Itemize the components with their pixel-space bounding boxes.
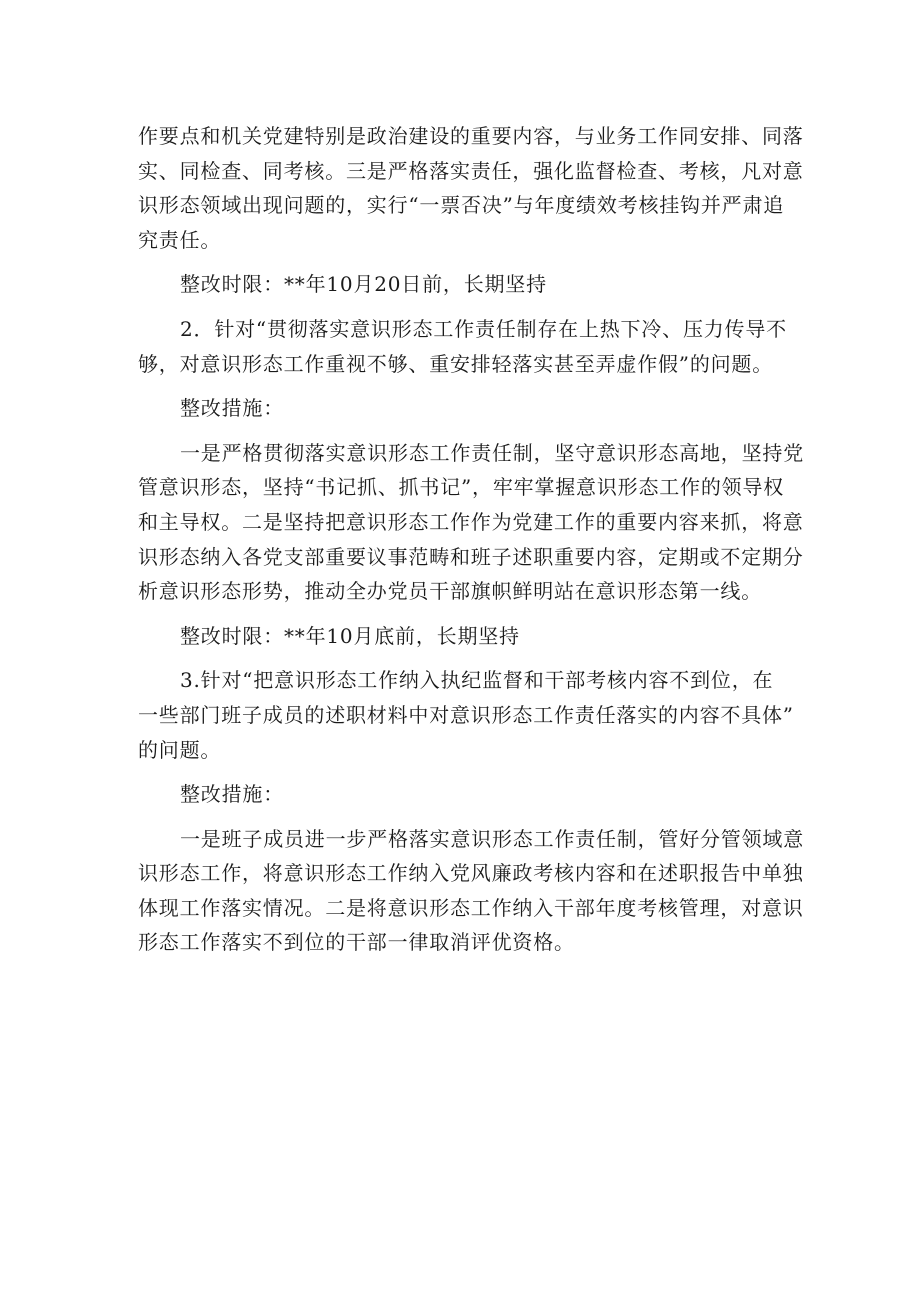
paragraph-line: 和主导权。二是坚持把意识形态工作作为党建工作的重要内容来抓，将意 [138, 509, 804, 534]
paragraph-line: 识形态工作，将意识形态工作纳入党风廉政考核内容和在述职报告中单独 [138, 861, 804, 886]
paragraph-line: 析意识形态形势，推动全办党员干部旗帜鲜明站在意识形态第一线。 [138, 579, 762, 604]
paragraph [138, 391, 784, 426]
paragraph [138, 777, 784, 812]
paragraph-line: 体现工作落实情况。二是将意识形态工作纳入干部年度考核管理，对意识 [138, 895, 804, 920]
paragraph-line: 整改时限：**年10月底前，长期坚持 [180, 623, 520, 648]
paragraph [138, 619, 784, 654]
paragraph-line: 的问题。 [138, 737, 222, 762]
paragraph [138, 436, 804, 609]
paragraph-line: 作要点和机关党建特别是政治建设的重要内容，与业务工作同安排、同落 [138, 124, 804, 148]
paragraph-line: 管意识形态，坚持“书记抓、抓书记”，牢牢掌握意识形态工作的领导权 [138, 475, 785, 500]
paragraph-line: 3.针对“把意识形态工作纳入执纪监督和干部考核内容不到位，在 [180, 668, 774, 693]
document-body [138, 119, 804, 970]
paragraph [138, 663, 794, 767]
paragraph-line: 究责任。 [138, 227, 222, 252]
document-paragraphs [138, 119, 804, 960]
paragraph-line: 形态工作落实不到位的干部一律取消评优资格。 [138, 930, 575, 955]
paragraph-line: 整改时限：**年10月20日前，长期坚持 [180, 272, 547, 297]
paragraph [138, 822, 804, 960]
paragraph [138, 267, 784, 302]
paragraph-line: 够，对意识形态工作重视不够、重安排轻落实甚至弄虚作假”的问题。 [138, 351, 774, 376]
paragraph-line: 识形态纳入各党支部重要议事范畴和班子述职重要内容，定期或不定期分 [138, 544, 804, 569]
paragraph-line: 一是严格贯彻落实意识形态工作责任制，坚守意识形态高地，坚持党 [180, 440, 804, 465]
paragraph-line: 一些部门班子成员的述职材料中对意识形态工作责任落实的内容不具体” [138, 702, 794, 727]
paragraph [138, 119, 804, 257]
paragraph-line: 2．针对“贯彻落实意识形态工作责任制存在上热下冷、压力传导不 [180, 316, 787, 341]
paragraph [138, 312, 787, 381]
paragraph-line: 整改措施： [180, 396, 284, 421]
paragraph-line: 整改措施： [180, 782, 284, 807]
paragraph-line: 识形态领域出现问题的，实行“一票否决”与年度绩效考核挂钩并严肃追 [138, 193, 785, 218]
paragraph-line: 一是班子成员进一步严格落实意识形态工作责任制，管好分管领域意 [180, 826, 804, 851]
paragraph-line: 实、同检查、同考核。三是严格落实责任，强化监督检查、考核，凡对意 [138, 158, 804, 183]
